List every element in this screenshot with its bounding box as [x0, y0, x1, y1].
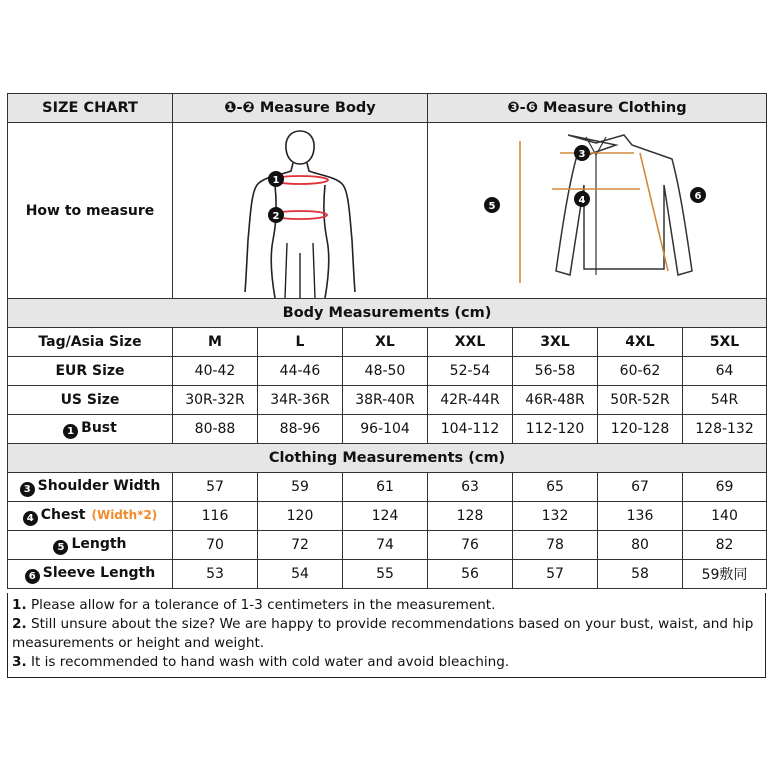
value-cell: 63 — [428, 473, 513, 502]
value-cell: 56-58 — [513, 357, 598, 386]
value-cell: 70 — [173, 531, 258, 560]
svg-text:5: 5 — [488, 201, 496, 212]
value-cell: 82 — [683, 531, 767, 560]
row-label: Tag/Asia Size — [8, 328, 173, 357]
value-cell: 40-42 — [173, 357, 258, 386]
size-cell: XL — [343, 328, 428, 357]
illustration-row — [8, 123, 767, 299]
note-item: 1. Please allow for a tolerance of 1-3 centimeters in the measurement. — [12, 597, 496, 613]
row-label: 6 Sleeve Length — [8, 560, 173, 589]
value-cell: 42R-44R — [428, 386, 513, 415]
row-label: 3 Shoulder Width — [8, 473, 173, 502]
value-cell: 38R-40R — [343, 386, 428, 415]
table-row — [8, 415, 767, 444]
value-cell: 59 — [258, 473, 343, 502]
value-cell: 120 — [258, 502, 343, 531]
value-cell: 116 — [173, 502, 258, 531]
svg-text:2: 2 — [272, 211, 280, 222]
number-4-icon: 4 — [23, 511, 38, 526]
value-cell: 128 — [428, 502, 513, 531]
measure-clothing-label: Measure Clothing — [543, 100, 687, 116]
value-cell: 44-46 — [258, 357, 343, 386]
value-cell: 74 — [343, 531, 428, 560]
table-row — [8, 560, 767, 589]
size-chart-table — [7, 93, 767, 589]
measure-clothing-title — [428, 94, 767, 123]
size-chart-title: SIZE CHART — [8, 94, 173, 123]
value-cell: 96-104 — [343, 415, 428, 444]
size-cell: L — [258, 328, 343, 357]
header-row — [8, 94, 767, 123]
size-cell: 4XL — [598, 328, 683, 357]
value-cell: 88-96 — [258, 415, 343, 444]
value-cell: 112-120 — [513, 415, 598, 444]
shirt-illustration — [450, 123, 744, 298]
clothing-measurements-band — [8, 444, 767, 473]
row-label: US Size — [8, 386, 173, 415]
measure-body-title — [173, 94, 428, 123]
number-1-icon: 1 — [63, 424, 78, 439]
svg-text:4: 4 — [578, 195, 586, 206]
value-cell: 56 — [428, 560, 513, 589]
value-cell: 140 — [683, 502, 767, 531]
svg-text:3: 3 — [578, 149, 586, 160]
table-row — [8, 328, 767, 357]
value-cell: 124 — [343, 502, 428, 531]
note-item: 3. It is recommended to hand wash with cold water and avoid bleaching. — [12, 654, 510, 670]
value-cell: 55 — [343, 560, 428, 589]
value-cell: 61 — [343, 473, 428, 502]
value-cell: 65 — [513, 473, 598, 502]
value-cell: 132 — [513, 502, 598, 531]
value-cell: 46R-48R — [513, 386, 598, 415]
table-row — [8, 473, 767, 502]
size-cell: 5XL — [683, 328, 767, 357]
body-figure-illustration — [175, 123, 425, 298]
value-cell: 59敷同 — [683, 560, 767, 589]
number-6-icon: 6 — [25, 569, 40, 584]
value-cell: 136 — [598, 502, 683, 531]
svg-text:1: 1 — [272, 175, 280, 186]
note-item: 2. Still unsure about the size? We are happy to provide recommendations based on your bust, waist, and hip measurements or height and weight. — [12, 616, 754, 651]
row-label: 1 Bust — [8, 415, 173, 444]
body-illustration-cell — [173, 123, 428, 299]
number-3-icon: 3 — [20, 482, 35, 497]
value-cell: 76 — [428, 531, 513, 560]
table-row — [8, 531, 767, 560]
number-5-icon: 5 — [53, 540, 68, 555]
value-cell: 54R — [683, 386, 767, 415]
notes-section — [7, 593, 766, 678]
body-measurements-title: Body Measurements (cm) — [8, 299, 767, 328]
value-cell: 78 — [513, 531, 598, 560]
value-cell: 54 — [258, 560, 343, 589]
value-cell: 72 — [258, 531, 343, 560]
row-label: 5 Length — [8, 531, 173, 560]
measure-clothing-prefix: ❸-❻ — [507, 100, 538, 116]
value-cell: 30R-32R — [173, 386, 258, 415]
chest-note: (Width*2) — [91, 507, 158, 522]
measure-body-prefix: ❶-❷ — [224, 100, 255, 116]
measure-body-label: Measure Body — [259, 100, 376, 116]
value-cell: 120-128 — [598, 415, 683, 444]
value-cell: 60-62 — [598, 357, 683, 386]
value-cell: 52-54 — [428, 357, 513, 386]
value-cell: 64 — [683, 357, 767, 386]
row-label: 4 Chest (Width*2) — [8, 502, 173, 531]
value-cell: 50R-52R — [598, 386, 683, 415]
shirt-illustration-cell — [428, 123, 767, 299]
body-measurements-band — [8, 299, 767, 328]
value-cell: 34R-36R — [258, 386, 343, 415]
value-cell: 53 — [173, 560, 258, 589]
how-to-measure-label: How to measure — [8, 123, 173, 299]
value-cell: 128-132 — [683, 415, 767, 444]
size-cell: 3XL — [513, 328, 598, 357]
value-cell: 57 — [513, 560, 598, 589]
value-cell: 80 — [598, 531, 683, 560]
size-cell: XXL — [428, 328, 513, 357]
svg-text:6: 6 — [694, 191, 702, 202]
table-row — [8, 357, 767, 386]
row-label: EUR Size — [8, 357, 173, 386]
table-row — [8, 386, 767, 415]
table-row — [8, 502, 767, 531]
value-cell: 58 — [598, 560, 683, 589]
value-cell: 57 — [173, 473, 258, 502]
size-cell: M — [173, 328, 258, 357]
value-cell: 80-88 — [173, 415, 258, 444]
value-cell: 104-112 — [428, 415, 513, 444]
value-cell: 48-50 — [343, 357, 428, 386]
clothing-measurements-title: Clothing Measurements (cm) — [8, 444, 767, 473]
value-cell: 69 — [683, 473, 767, 502]
value-cell: 67 — [598, 473, 683, 502]
